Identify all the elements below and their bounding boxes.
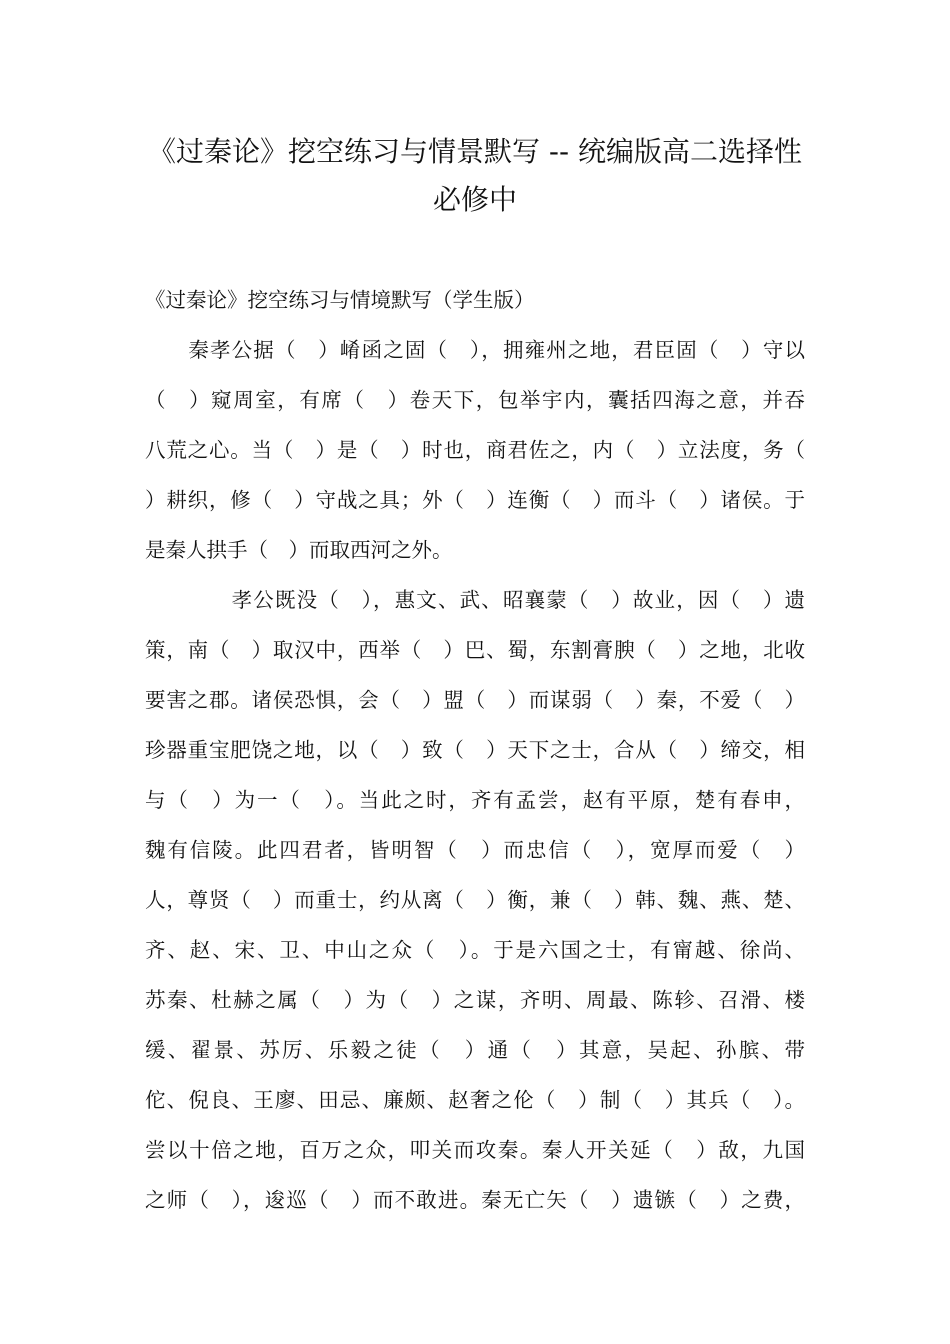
paragraph-2-line: 人，尊贤（ ）而重士，约从离（ ）衡，兼（ ）韩、魏、燕、楚、: [145, 888, 805, 912]
document-title-line-2: 必修中: [432, 183, 517, 216]
paragraph-2-line: 齐、赵、宋、卫、中山之众（ ）。于是六国之士，有甯越、徐尚、: [145, 938, 805, 962]
paragraph-2-line: 魏有信陵。此四君者，皆明智（ ）而忠信（ ），宽厚而爱（ ）: [145, 838, 805, 862]
paragraph-2-line: 之师（ ），逡巡（ ）而不敢进。秦无亡矢（ ）遗镞（ ）之费，: [145, 1188, 805, 1212]
paragraph-2-line: 孝公既没（ ），惠文、武、昭襄蒙（ ）故业，因（ ）遗: [145, 588, 805, 612]
document-subtitle: 《过秦论》挖空练习与情境默写（学生版）: [145, 288, 535, 312]
paragraph-1-line: （ ）窥周室，有席（ ）卷天下，包举宇内，囊括四海之意，并吞: [145, 388, 805, 412]
paragraph-2-line: 尝以十倍之地，百万之众，叩关而攻秦。秦人开关延（ ）敌，九国: [145, 1138, 805, 1162]
paragraph-2-line: 珍器重宝肥饶之地，以（ ）致（ ）天下之士，合从（ ）缔交，相: [145, 738, 805, 762]
paragraph-1-line: ）耕织，修（ ）守战之具；外（ ）连衡（ ）而斗（ ）诸侯。于: [145, 488, 805, 512]
paragraph-2-line: 策，南（ ）取汉中，西举（ ）巴、蜀，东割膏腴（ ）之地，北收: [145, 638, 805, 662]
paragraph-1-line: 是秦人拱手（ ）而取西河之外。: [145, 538, 453, 562]
paragraph-2: [145, 575, 805, 1225]
paragraph-1: [145, 325, 805, 575]
paragraph-2-line: 佗、倪良、王廖、田忌、廉颇、赵奢之伦（ ）制（ ）其兵（ ）。: [145, 1088, 805, 1112]
paragraph-2-line: 缓、翟景、苏厉、乐毅之徒（ ）通（ ）其意，吴起、孙膑、带: [145, 1038, 805, 1062]
paragraph-2-line: 要害之郡。诸侯恐惧，会（ ）盟（ ）而谋弱（ ）秦，不爱（ ）: [145, 688, 805, 712]
document-title-line-1: 《过秦论》挖空练习与情景默写 -- 统编版高二选择性: [147, 135, 802, 168]
paragraph-1-line: 八荒之心。当（ ）是（ ）时也，商君佐之，内（ ）立法度，务（: [145, 438, 805, 462]
paragraph-2-line: 苏秦、杜赫之属（ ）为（ ）之谋，齐明、周最、陈轸、召滑、楼: [145, 988, 805, 1012]
paragraph-2-line: 与（ ）为一（ ）。当此之时，齐有孟尝，赵有平原，楚有春申，: [145, 788, 805, 812]
paragraph-1-line: 秦孝公据（ ）崤函之固（ ），拥雍州之地，君臣固（ ）守以: [145, 338, 805, 362]
